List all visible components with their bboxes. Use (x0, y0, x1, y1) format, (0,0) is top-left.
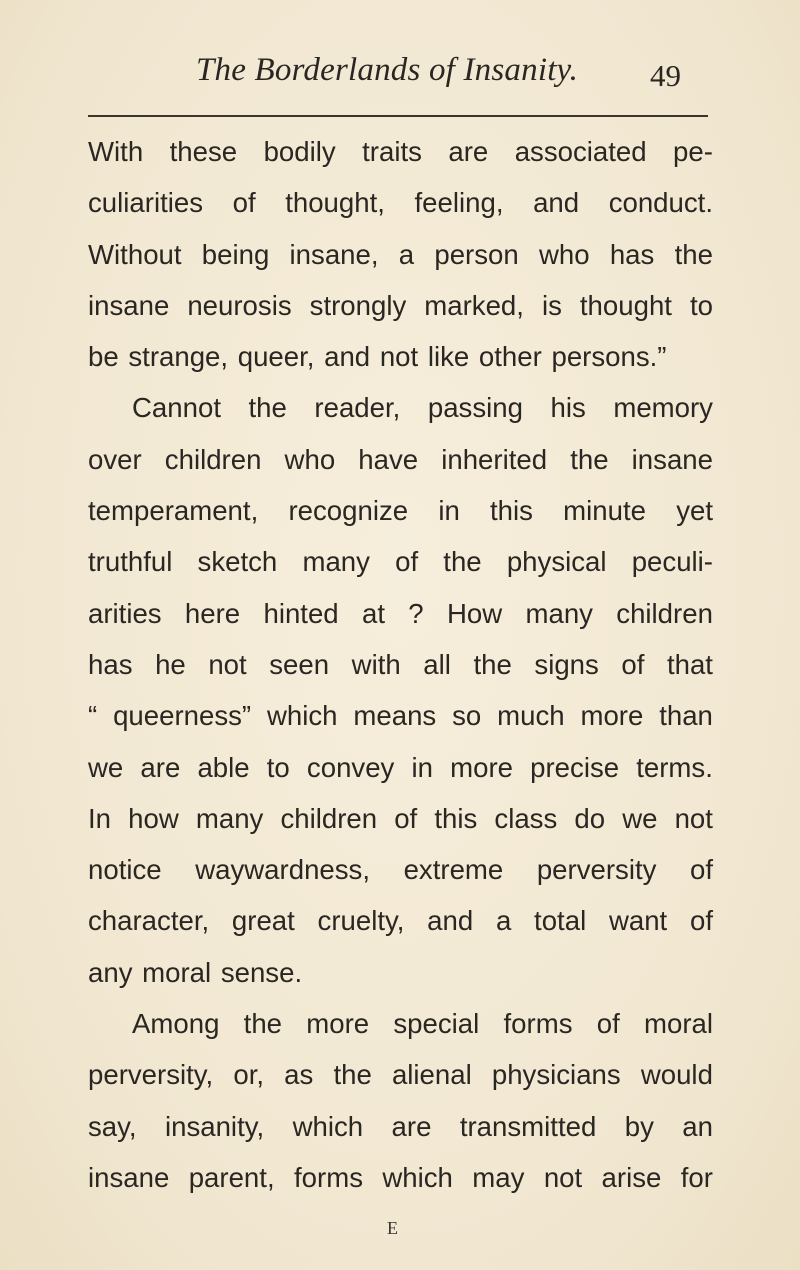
signature-mark: E (387, 1218, 398, 1238)
text-line: culiarities of thought, feeling, and conduct. (88, 187, 713, 219)
text-line: truthful sketch many of the physical peculi- (88, 546, 713, 578)
text-line: insane parent, forms which may not arise for (88, 1161, 713, 1193)
text-line: over children who have inherited the insane (88, 443, 713, 475)
text-line: be strange, queer, and not like other persons.” (88, 341, 667, 373)
text-line: insane neurosis strongly marked, is thought to (88, 289, 713, 321)
text-line: Cannot the reader, passing his memory (132, 392, 713, 424)
text-line: any moral sense. (88, 956, 303, 988)
text-line: With these bodily traits are associated pe- (88, 136, 713, 167)
text-line: say, insanity, which are transmitted by an (88, 1110, 713, 1142)
header-rule (88, 115, 708, 117)
text-line: perversity, or, as the alienal physicians would (88, 1059, 713, 1091)
text-line: In how many children of this class do we not (88, 802, 713, 834)
text-line: has he not seen with all the signs of that (88, 648, 713, 680)
text-line: temperament, recognize in this minute yet (88, 495, 713, 527)
body-text (88, 126, 713, 1203)
text-line: we are able to convey in more precise terms. (88, 751, 713, 783)
text-line: character, great cruelty, and a total want of (88, 905, 713, 937)
text-line: arities here hinted at ? How many children (88, 597, 713, 629)
page-number: 49 (650, 58, 681, 93)
text-line: notice waywardness, extreme perversity of (88, 854, 713, 886)
running-head-title: The Borderlands of Insanity. (196, 52, 579, 88)
text-line: “ queerness” which means so much more than (88, 700, 713, 732)
text-line: Among the more special forms of moral (132, 1008, 713, 1040)
text-line: Without being insane, a person who has the (88, 238, 713, 270)
